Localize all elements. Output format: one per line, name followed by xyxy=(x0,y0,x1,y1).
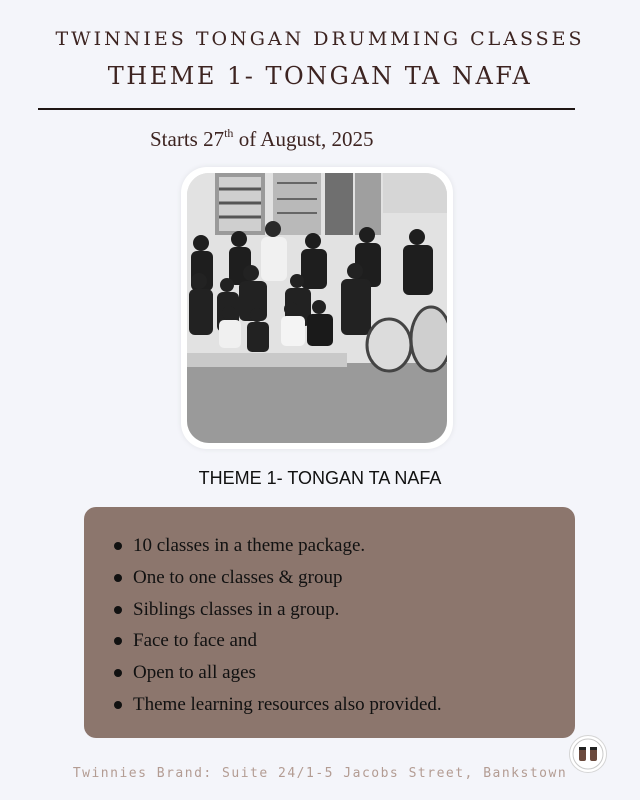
feature-item xyxy=(114,598,442,630)
feature-text: Face to face and xyxy=(133,630,257,652)
group-photo-frame xyxy=(181,167,453,449)
bullet-icon xyxy=(114,542,122,550)
header-title: TWINNIES TONGAN DRUMMING CLASSES xyxy=(55,28,585,50)
feature-text: Theme learning resources also provided. xyxy=(133,693,442,715)
feature-text: Open to all ages xyxy=(133,662,256,684)
feature-text: 10 classes in a theme package. xyxy=(133,535,366,556)
group-photo-illustration xyxy=(187,173,447,443)
bullet-icon xyxy=(114,606,122,614)
header-divider xyxy=(38,108,575,110)
footer-address: Twinnies Brand: Suite 24/1-5 Jacobs Street, Bankstown xyxy=(72,766,568,781)
bullet-icon xyxy=(114,637,122,645)
feature-item xyxy=(114,693,442,725)
header-subtitle: THEME 1- TONGAN TA NAFA xyxy=(107,62,533,90)
section-heading: THEME 1- TONGAN TA NAFA xyxy=(198,468,442,488)
feature-text: One to one classes & group xyxy=(133,566,343,588)
start-date-ordinal: th xyxy=(224,126,234,140)
start-date xyxy=(150,127,373,152)
feature-item xyxy=(114,534,442,566)
start-date-prefix: Starts 27 xyxy=(150,127,225,151)
feature-item xyxy=(114,566,442,598)
feature-item xyxy=(114,629,442,661)
features-box xyxy=(84,507,575,738)
group-photo-image xyxy=(187,173,447,443)
feature-text: Siblings classes in a group. xyxy=(133,598,340,620)
bullet-icon xyxy=(114,669,122,677)
features-list xyxy=(114,534,442,725)
start-date-rest: of August, 2025 xyxy=(233,127,374,151)
feature-item xyxy=(114,661,442,693)
bullet-icon xyxy=(114,574,122,582)
bullet-icon xyxy=(114,701,122,709)
